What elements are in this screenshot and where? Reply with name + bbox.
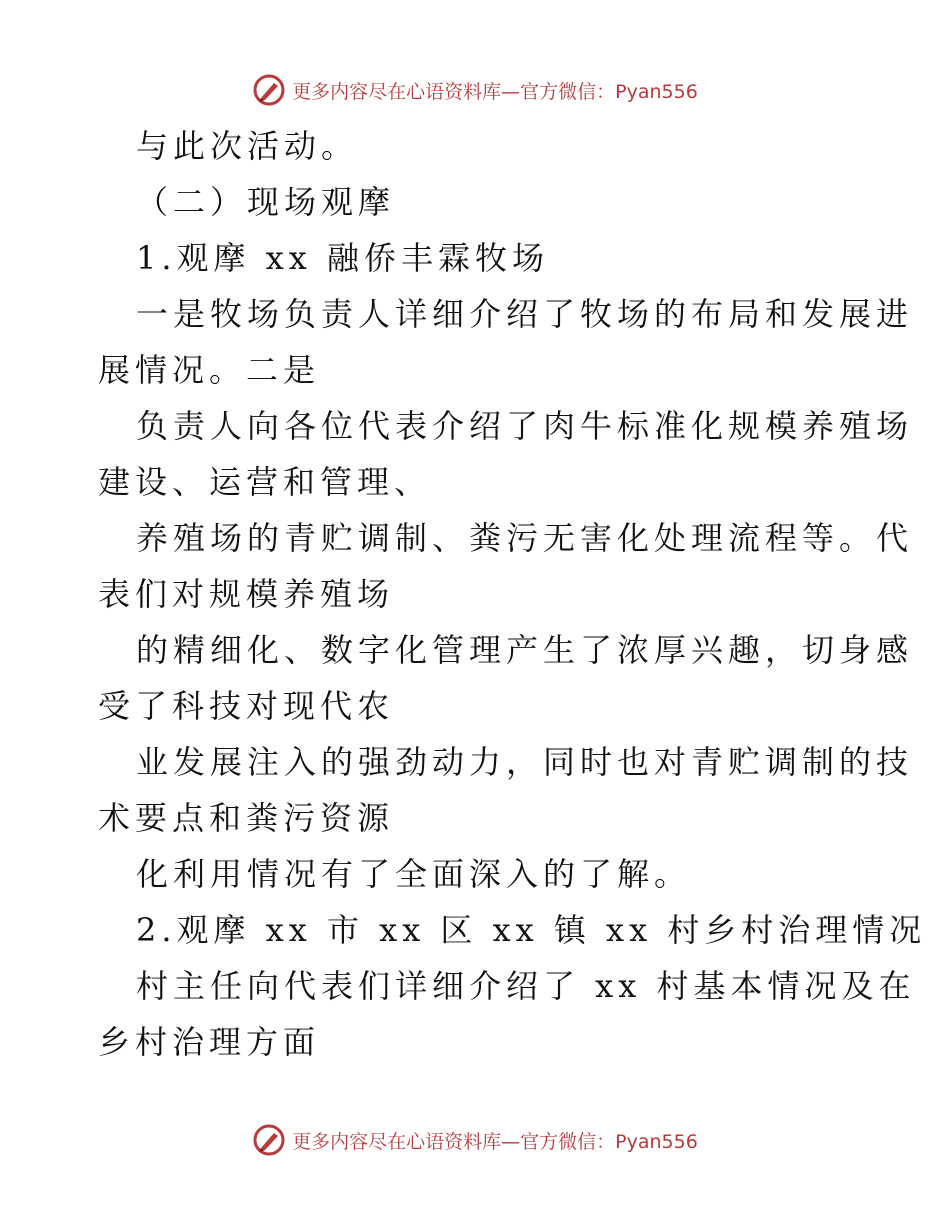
text-line: （二）现场观摩 — [136, 183, 396, 221]
pen-logo-icon — [252, 73, 286, 107]
text-line: 乡村治理方面 — [98, 1023, 321, 1061]
text-line: 负责人向各位代表介绍了肉牛标准化规模养殖场 — [136, 407, 914, 445]
text-line: 村主任向代表们详细介绍了 xx 村基本情况及在 — [136, 967, 916, 1005]
text-line: 1.观摩 xx 融侨丰霖牧场 — [136, 239, 549, 277]
text-line: 术要点和粪污资源 — [98, 799, 395, 837]
text-line: 的精细化、数字化管理产生了浓厚兴趣，切身感 — [136, 631, 914, 669]
banner-text: 更多内容尽在心语资料库—官方微信：Pyan556 — [292, 1130, 698, 1153]
banner-text: 更多内容尽在心语资料库—官方微信：Pyan556 — [292, 80, 698, 103]
text-line: 一是牧场负责人详细介绍了牧场的布局和发展进 — [136, 295, 914, 333]
text-line: 2.观摩 xx 市 xx 区 xx 镇 xx 村乡村治理情况 — [136, 911, 927, 949]
header-banner — [0, 70, 950, 110]
document-body — [98, 118, 927, 1070]
text-line: 表们对规模养殖场 — [98, 575, 395, 613]
text-line: 业发展注入的强劲动力，同时也对青贮调制的技 — [136, 743, 914, 781]
text-line: 展情况。二是 — [98, 351, 321, 389]
footer-banner — [0, 1120, 950, 1160]
text-line: 养殖场的青贮调制、粪污无害化处理流程等。代 — [136, 519, 914, 557]
pen-logo-icon — [252, 1123, 286, 1157]
text-line: 化利用情况有了全面深入的了解。 — [136, 855, 692, 893]
text-line: 建设、运营和管理、 — [98, 463, 432, 501]
text-line: 受了科技对现代农 — [98, 687, 395, 725]
text-line: 与此次活动。 — [136, 127, 359, 165]
